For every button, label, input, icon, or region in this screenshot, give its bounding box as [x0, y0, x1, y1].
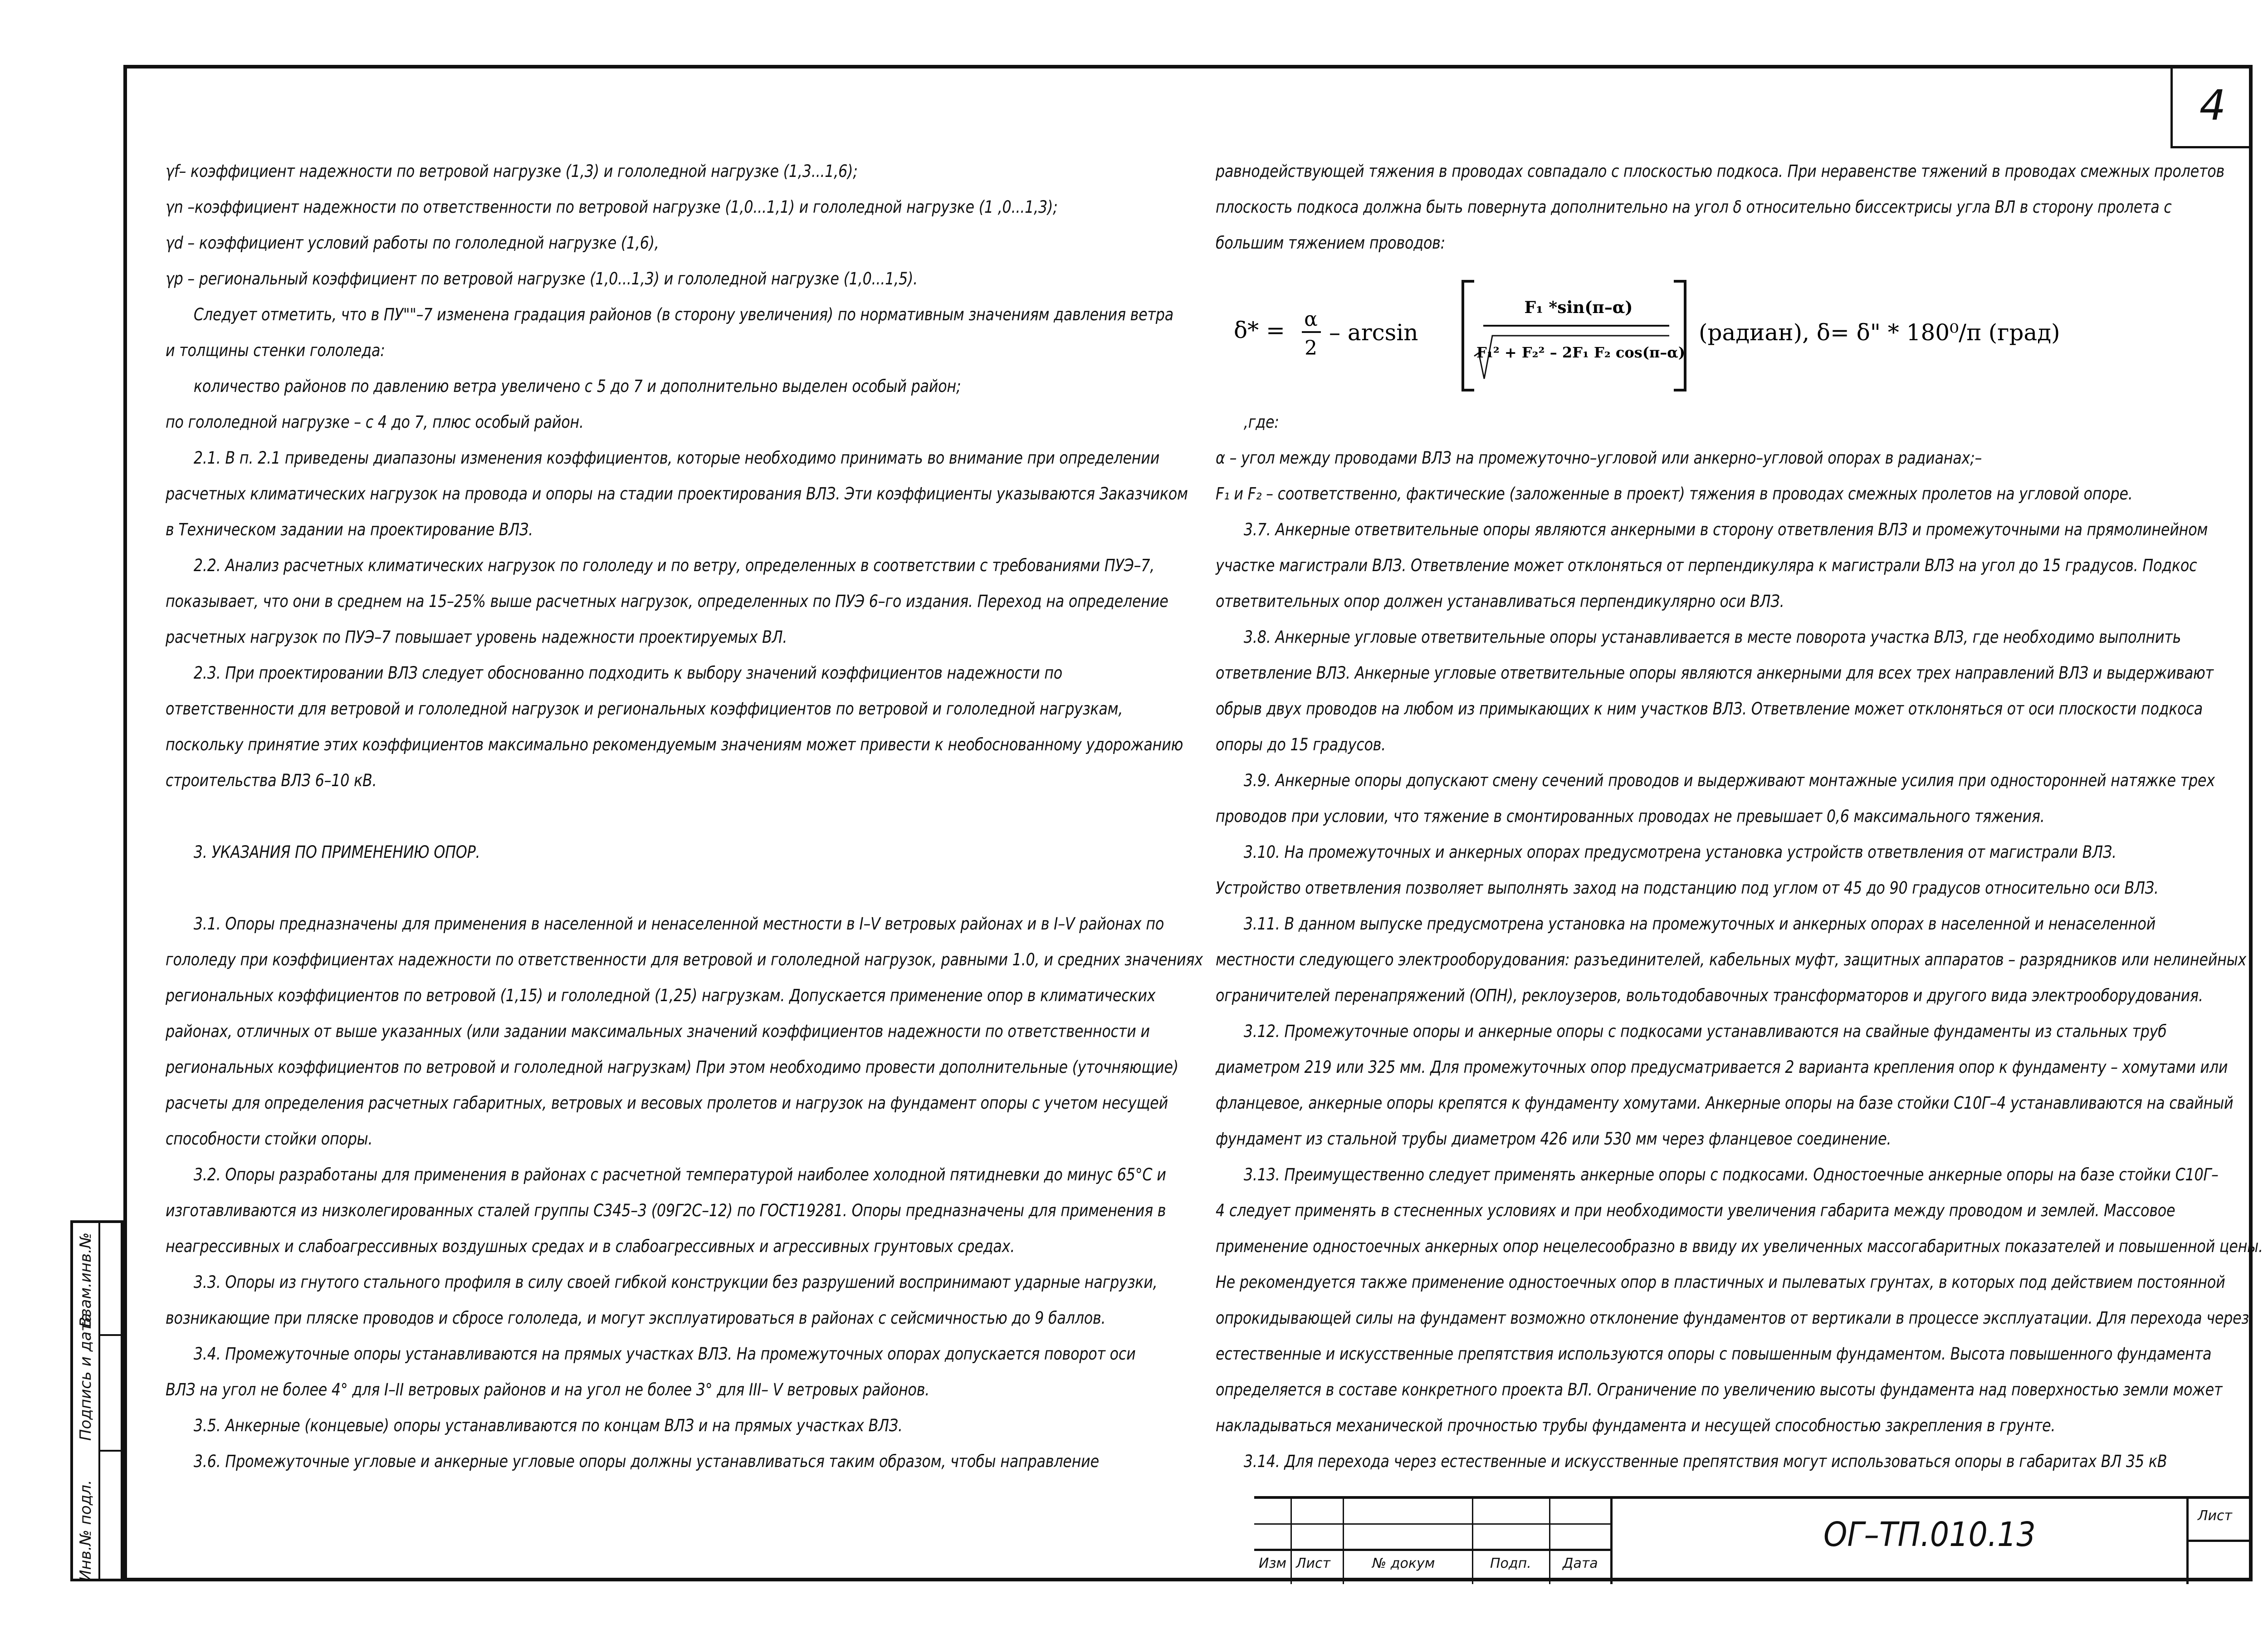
- left-text-line: 3. УКАЗАНИЯ ПО ПРИМЕНЕНИЮ ОПОР.: [193, 842, 480, 862]
- left-text-line: показывает, что они в среднем на 15–25% выше расчетных нагрузок, определенных по ПУЭ 6–го издания. Переход на определение: [166, 592, 1168, 611]
- left-text-line: по гололедной нагрузке – с 4 до 7, плюс особый район.: [166, 412, 584, 432]
- left-text-line: региональных коэффициентов по ветровой (1,15) и гололедной (1,25) нагрузкам. Допускается применение опор в климатических: [166, 986, 1156, 1005]
- right-text-line: определяется в составе конкретного проекта ВЛ. Ограничение по увеличению высоты фундамента над поверхностью земли может: [1216, 1380, 2223, 1399]
- left-text-line: расчетных климатических нагрузок на провода и опоры на стадии проектирования ВЛЗ. Эти коэффициенты указываются Заказчиком: [166, 484, 1188, 504]
- right-text-line: накладываться механической прочностью трубы фундамента и несущей способностью закрепления в грунте.: [1216, 1416, 2056, 1435]
- left-text-line: в Техническом задании на проектирование ВЛЗ.: [166, 520, 533, 539]
- left-text-line: количество районов по давлению ветра увеличено с 5 до 7 и дополнительно выделен особый район;: [193, 377, 961, 396]
- document-code: ОГ–ТП.010.13: [1823, 1515, 2036, 1554]
- left-text-line: γd – коэффициент условий работы по гололедной нагрузке (1,6),: [166, 233, 659, 253]
- left-text-line: региональных коэффициентов по ветровой и гололедной нагрузкам) При этом необходимо провести дополнительные (уточняющие): [166, 1057, 1178, 1077]
- right-text-line: диаметром 219 или 325 мм. Для промежуточных опор предусматривается 2 варианта крепления опор к фундаменту – хомутами или: [1216, 1057, 2228, 1077]
- right-text-line: 3.10. На промежуточных и анкерных опорах предусмотрена установка устройств ответвления от магистрали ВЛЗ.: [1243, 842, 2116, 862]
- right-text-line: Не рекомендуется также применение одностоечных опор в пластичных и пылеватых грунтах, в которых под действием постоянной: [1216, 1272, 2225, 1292]
- right-text-line: F₁ и F₂ – соответственно, фактические (заложенные в проект) тяжения в проводах смежных пролетов на угловой опоре.: [1216, 484, 2133, 504]
- right-text-line: обрыв двух проводов на любом из примыкающих к ним участков ВЛЗ. Ответвление может отклоняться от оси плоскости подкоса: [1216, 699, 2203, 719]
- right-text-line: ответвительных опор должен устанавливаться перпендикулярно оси ВЛЗ.: [1216, 592, 1784, 611]
- sign-date-label: Подпись и дата: [77, 1313, 95, 1441]
- left-text-line: районах, отличных от выше указанных (или задании максимальных значений коэффициентов надежности по ответственности и: [166, 1022, 1150, 1041]
- left-text-line: неагрессивных и слабоагрессивных воздушных средах и в слабоагрессивных и агрессивных грунтовых средах.: [166, 1237, 1015, 1256]
- right-text-line: применение одностоечных анкерных опор нецелесообразно в ввиду их увеличенных массогабаритных показателей и повышенной цены.: [1216, 1237, 2263, 1256]
- right-text-line: плоскость подкоса должна быть повернута дополнительно на угол δ относительно биссектрисы угла ВЛ в сторону пролета с: [1216, 197, 2172, 217]
- formula-arcsin: – arcsin: [1329, 319, 1418, 346]
- right-column-bottom: [1216, 404, 2263, 1479]
- left-text-line: γn –коэффициент надежности по ответственности по ветровой нагрузке (1,0...1,1) и гололедной нагрузке (1 ,0...1,3);: [166, 197, 1058, 217]
- right-text-line: 3.7. Анкерные ответвительные опоры являются анкерными в сторону ответвления ВЛЗ и промежуточными на прямолинейном: [1243, 520, 2208, 539]
- tb-doc-no: № докум: [1372, 1556, 1435, 1571]
- right-text-line: фланцевое, анкерные опоры крепятся к фундаменту хомутами. Анкерные опоры на базе стойки С10Г–4 устанавливаются на свайный: [1216, 1093, 2234, 1113]
- left-text-line: ответственности для ветровой и гололедной нагрузок и региональных коэффициентов по ветровой и гололедной нагрузкам,: [166, 699, 1123, 719]
- right-text-line: ограничителей перенапряжений (ОПН), реклоузеров, вольтодобавочных трансформаторов и другого вида электрооборудования.: [1216, 986, 2203, 1005]
- left-text-line: поскольку принятие этих коэффициентов максимально рекомендуемым значениям может привести к необоснованному удорожанию: [166, 735, 1183, 754]
- left-text-line: [166, 870, 1203, 906]
- left-text-line: изготавливаются из низколегированных сталей группы С345–3 (09Г2С–12) по ГОСТ19281. Опоры предназначены для применения в: [166, 1201, 1166, 1220]
- right-text-line: естественные и искусственные препятствия используются опоры с повышенным фундаментом. Высота повышенного фундамента: [1216, 1344, 2212, 1364]
- formula-inner-num: F₁ *sin(π–α): [1524, 298, 1633, 317]
- side-stamp-strip: [70, 1220, 123, 1581]
- right-text-line: ответвление ВЛЗ. Анкерные угловые ответвительные опоры являются анкерными для всех трех направлений ВЛЗ и выдерживают: [1216, 663, 2214, 683]
- left-text-line: 3.4. Промежуточные опоры устанавливаются на прямых участках ВЛЗ. На промежуточных опорах допускается поворот оси: [193, 1344, 1136, 1364]
- page-number: 4: [2170, 65, 2253, 148]
- left-text-line: γf– коэффициент надежности по ветровой нагрузке (1,3) и гололедной нагрузке (1,3...1,6);: [166, 161, 858, 181]
- left-text-line: 3.5. Анкерные (концевые) опоры устанавливаются по концам ВЛЗ и на прямых участках ВЛЗ.: [193, 1416, 903, 1435]
- right-text-line: 3.12. Промежуточные опоры и анкерные опоры с подкосами устанавливаются на свайные фундаменты из стальных труб: [1243, 1022, 2167, 1041]
- right-text-line: 3.11. В данном выпуске предусмотрена установка на промежуточных и анкерных опорах в населенной и ненаселенной: [1243, 914, 2156, 934]
- right-text-line: 3.14. Для перехода через естественные и искусственные препятствия могут использоваться опоры в габаритах ВЛ 35 кВ: [1243, 1452, 2167, 1471]
- right-text-line: 3.8. Анкерные угловые ответвительные опоры устанавливается в месте поворота участка ВЛЗ, где необходимо выполнить: [1243, 627, 2181, 647]
- tb-date: Дата: [1563, 1556, 1598, 1571]
- left-text-line: ВЛЗ на угол не более 4° для I–II ветровых районов и на угол не более 3° для III– V ветровых районов.: [166, 1380, 930, 1399]
- right-text-line: 3.9. Анкерные опоры допускают смену сечений проводов и выдерживают монтажные усилия при односторонней натяжке трех: [1243, 771, 2215, 790]
- formula-graphic: [1220, 277, 2082, 395]
- right-text-line: ,где:: [1243, 412, 1279, 432]
- right-text-line: 4 следует применять в стесненных условиях и при необходимости увеличения габарита между проводом и землей. Массовое: [1216, 1201, 2175, 1220]
- formula-lhs: δ* =: [1234, 317, 1285, 343]
- left-text-line: гололеду при коэффициентах надежности по ответственности для ветровой и гололедной нагрузок, равными 1.0, и средних значениях: [166, 950, 1203, 969]
- right-text-line: опоры до 15 градусов.: [1216, 735, 1386, 754]
- instead-inv-label: Взам.инв.№: [77, 1232, 95, 1327]
- left-text-line: строительства ВЛЗ 6–10 кВ.: [166, 771, 377, 790]
- left-text-line: расчеты для определения расчетных габаритных, ветровых и весовых пролетов и нагрузок на фундамент опоры с учетом несущей: [166, 1093, 1168, 1113]
- left-text-line: расчетных нагрузок по ПУЭ–7 повышает уровень надежности проектируемых ВЛ.: [166, 627, 787, 647]
- formula-frac-num: α: [1304, 308, 1318, 331]
- right-text-line: 3.13. Преимущественно следует применять анкерные опоры с подкосами. Одностоечные анкерные опоры на базе стойки С10Г–: [1243, 1165, 2219, 1184]
- left-text-line: способности стойки опоры.: [166, 1129, 373, 1149]
- right-text-line: α – угол между проводами ВЛЗ на промежуточно–угловой или анкерно–угловой опорах в радианах;–: [1216, 448, 1982, 468]
- inv-no-label: Инв.№ подл.: [77, 1480, 95, 1581]
- formula-inner-den: F₁² + F₂² – 2F₁ F₂ cos(π–α): [1476, 344, 1686, 361]
- left-text-line: и толщины стенки гололеда:: [166, 341, 385, 360]
- left-text-line: γp – региональный коэффициент по ветровой нагрузке (1,0...1,3) и гололедной нагрузке (1,0...1,5).: [166, 269, 918, 289]
- left-text-line: [166, 798, 1203, 834]
- formula-rhs: (радиан), δ= δ" * 180⁰/π (град): [1699, 319, 2060, 346]
- right-text-line: участке магистрали ВЛЗ. Ответвление может отклоняться от перпендикуляра к магистрали ВЛЗ на угол до 15 градусов. Подкос: [1216, 556, 2197, 575]
- left-text-line: 2.2. Анализ расчетных климатических нагрузок по гололеду и по ветру, определенных в соответствии с требованиями ПУЭ–7,: [193, 556, 1155, 575]
- title-block: [1254, 1496, 2253, 1581]
- left-text-line: возникающие при пляске проводов и сбросе гололеда, и могут эксплуатироваться в районах с сейсмичностью до 9 баллов.: [166, 1308, 1106, 1328]
- tb-podp: Подп.: [1490, 1556, 1531, 1571]
- delta-formula: [1220, 277, 2082, 395]
- left-text-line: 2.3. При проектировании ВЛЗ следует обоснованно подходить к выбору значений коэффициентов надежности по: [193, 663, 1063, 683]
- right-text-line: фундамент из стальной трубы диаметром 426 или 530 мм через фланцевое соединение.: [1216, 1129, 1892, 1149]
- left-column: [166, 153, 1203, 1479]
- left-text-line: 3.2. Опоры разработаны для применения в районах с расчетной температурой наиболее холодной пятидневки до минус 65°С и: [193, 1165, 1166, 1184]
- left-text-line: 2.1. В п. 2.1 приведены диапазоны изменения коэффициентов, которые необходимо принимать во внимание при определении: [193, 448, 1160, 468]
- tb-list: Лист: [1296, 1556, 1331, 1571]
- right-text-line: большим тяжением проводов:: [1216, 233, 1446, 253]
- right-text-line: местности следующего электрооборудования: разъединителей, кабельных муфт, защитных аппаратов – разрядников или нелинейных: [1216, 950, 2247, 969]
- right-text-line: Устройство ответвления позволяет выполнять заход на подстанцию под углом от 45 до 90 градусов относительно оси ВЛЗ.: [1216, 878, 2159, 898]
- left-text-line: Следует отметить, что в ПУ""–7 изменена градация районов (в сторону увеличения) по нормативным значениям давления ветра: [193, 305, 1173, 324]
- left-text-line: 3.3. Опоры из гнутого стального профиля в силу своей гибкой конструкции без разрушений воспринимают ударные нагрузки,: [193, 1272, 1158, 1292]
- left-text-line: 3.1. Опоры предназначены для применения в населенной и ненаселенной местности в I–V ветровых районах и в I–V районах по: [193, 914, 1164, 934]
- formula-frac-den: 2: [1305, 337, 1317, 360]
- tb-sheet-label: Лист: [2198, 1508, 2233, 1524]
- right-text-line: проводов при условии, что тяжение в смонтированных проводах не превышает 0,6 максимального тяжения.: [1216, 807, 2045, 826]
- right-text-line: опрокидывающей силы на фундамент возможно отклонение фундаментов от вертикали в процессе эксплуатации. Для перехода через: [1216, 1308, 2249, 1328]
- right-column-top: [1216, 153, 2224, 261]
- tb-izm: Изм: [1259, 1556, 1287, 1571]
- left-text-line: 3.6. Промежуточные угловые и анкерные угловые опоры должны устанавливаться таким образом, чтобы направление: [193, 1452, 1099, 1471]
- right-text-line: равнодействующей тяжения в проводах совпадало с плоскостью подкоса. При неравенстве тяжений в проводах смежных пролетов: [1216, 161, 2224, 181]
